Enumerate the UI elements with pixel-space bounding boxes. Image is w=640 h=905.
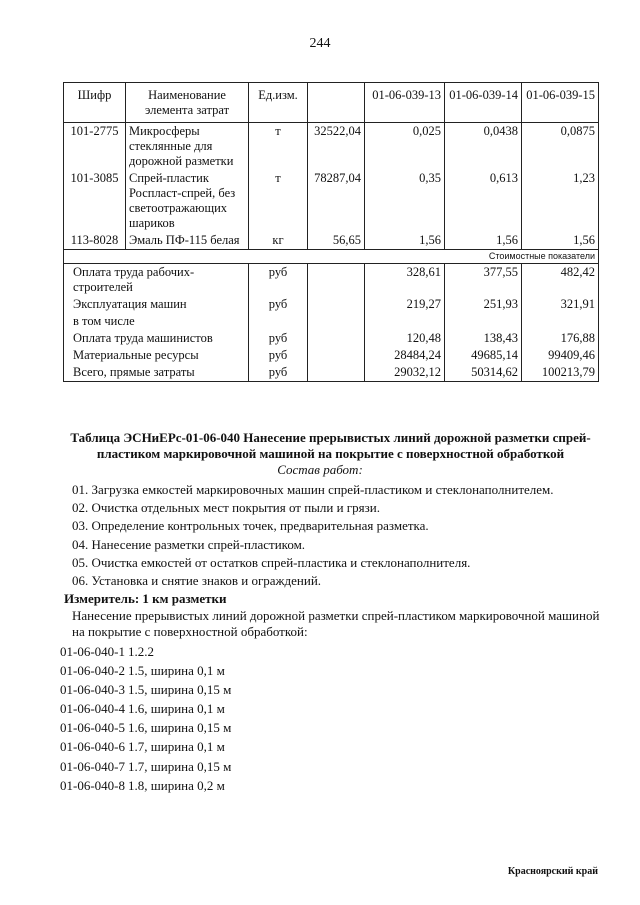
list-item: 02. Очистка отдельных мест покрытия от пыли и грязи. bbox=[72, 500, 380, 516]
resource-code: 101-2775 bbox=[64, 123, 126, 171]
summary-value-14: 49685,14 bbox=[445, 347, 522, 364]
header-code: Шифр bbox=[64, 83, 126, 123]
code: 01-06-040-7 bbox=[60, 758, 125, 774]
code-text: 1.5, ширина 0,1 м bbox=[128, 663, 225, 679]
list-item bbox=[60, 757, 231, 776]
list-item bbox=[60, 776, 231, 795]
header-name: Наименование элемента затрат bbox=[126, 83, 249, 123]
summary-empty bbox=[308, 264, 365, 297]
resource-value-14: 1,56 bbox=[445, 232, 522, 250]
codes-list bbox=[60, 642, 231, 795]
summary-unit: руб bbox=[249, 347, 308, 364]
summary-row bbox=[64, 264, 599, 297]
header-col-15: 01-06-039-15 bbox=[522, 83, 599, 123]
description: Нанесение прерывистых линий дорожной разметки спрей-пластиком маркировочной машиной на покрытие с поверхностной обработкой: bbox=[72, 608, 600, 639]
works-list bbox=[72, 481, 554, 590]
summary-value-13: 29032,12 bbox=[365, 364, 445, 382]
summary-value-13: 120,48 bbox=[365, 330, 445, 347]
resource-unit: кг bbox=[249, 232, 308, 250]
code: 01-06-040-1 bbox=[60, 644, 125, 659]
code: 01-06-040-8 bbox=[60, 777, 125, 793]
summary-value-14: 138,43 bbox=[445, 330, 522, 347]
list-item: 05. Очистка емкостей от остатков спрей-пластика и стеклонаполнителя. bbox=[72, 554, 471, 570]
summary-value-14: 251,93 bbox=[445, 296, 522, 313]
cost-indicators-label: Стоимостные показатели bbox=[64, 250, 599, 264]
summary-empty bbox=[308, 364, 365, 382]
summary-row bbox=[64, 330, 599, 347]
summary-empty bbox=[308, 296, 365, 313]
resource-value-15: 1,56 bbox=[522, 232, 599, 250]
summary-value-15: 482,42 bbox=[522, 264, 599, 297]
code: 01-06-040-3 bbox=[60, 682, 125, 698]
list-item: 06. Установка и снятие знаков и ограждений. bbox=[72, 573, 322, 589]
header-price bbox=[308, 83, 365, 123]
resource-unit: т bbox=[249, 170, 308, 232]
summary-name: Всего, прямые затраты bbox=[64, 364, 249, 382]
code-text: 1.7, ширина 0,15 м bbox=[128, 758, 232, 774]
list-item bbox=[60, 661, 231, 680]
summary-empty bbox=[308, 347, 365, 364]
cost-table bbox=[63, 82, 599, 382]
code: 01-06-040-4 bbox=[60, 701, 125, 717]
summary-value-15: 99409,46 bbox=[522, 347, 599, 364]
summary-value-15: 321,91 bbox=[522, 296, 599, 313]
code-text: 1.5, ширина 0,15 м bbox=[128, 682, 232, 698]
summary-value-13 bbox=[365, 313, 445, 330]
list-item: 01. Загрузка емкостей маркировочных машин спрей-пластиком и стеклонаполнителем. bbox=[72, 482, 554, 497]
meter-label: Измеритель: 1 км разметки bbox=[64, 591, 227, 606]
summary-name: Оплата труда машинистов bbox=[64, 330, 249, 347]
summary-unit bbox=[249, 313, 308, 330]
resource-name: Микросферы стеклянные для дорожной разметки bbox=[126, 123, 249, 171]
list-item bbox=[60, 642, 231, 661]
resource-price: 32522,04 bbox=[308, 123, 365, 171]
list-item bbox=[60, 737, 231, 756]
list-item bbox=[60, 699, 231, 718]
summary-value-15: 100213,79 bbox=[522, 364, 599, 382]
summary-value-13: 328,61 bbox=[365, 264, 445, 297]
summary-name: Оплата труда рабочих-строителей bbox=[64, 264, 249, 297]
header-col-13: 01-06-039-13 bbox=[365, 83, 445, 123]
code: 01-06-040-2 bbox=[60, 663, 125, 679]
summary-row bbox=[64, 313, 599, 330]
table-row bbox=[64, 170, 599, 232]
list-item bbox=[60, 718, 231, 737]
summary-value-15 bbox=[522, 313, 599, 330]
summary-value-14: 50314,62 bbox=[445, 364, 522, 382]
table-row bbox=[64, 232, 599, 250]
resource-name: Эмаль ПФ-115 белая bbox=[126, 232, 249, 250]
resource-value-15: 1,23 bbox=[522, 170, 599, 232]
resource-code: 113-8028 bbox=[64, 232, 126, 250]
summary-unit: руб bbox=[249, 330, 308, 347]
summary-value-14 bbox=[445, 313, 522, 330]
summary-empty bbox=[308, 313, 365, 330]
summary-row bbox=[64, 364, 599, 382]
table-header-row bbox=[64, 83, 599, 123]
summary-name: в том числе bbox=[64, 313, 249, 330]
resource-price: 56,65 bbox=[308, 232, 365, 250]
summary-empty bbox=[308, 330, 365, 347]
code: 01-06-040-6 bbox=[60, 739, 125, 755]
code-text: 1.2.2 bbox=[128, 644, 154, 659]
summary-value-14: 377,55 bbox=[445, 264, 522, 297]
list-item: 03. Определение контрольных точек, предварительная разметка. bbox=[72, 518, 429, 534]
resource-value-13: 1,56 bbox=[365, 232, 445, 250]
summary-unit: руб bbox=[249, 364, 308, 382]
header-col-14: 01-06-039-14 bbox=[445, 83, 522, 123]
footer-region: Красноярский край bbox=[507, 866, 598, 877]
header-unit: Ед.изм. bbox=[249, 83, 308, 123]
resource-code: 101-3085 bbox=[64, 170, 126, 232]
code: 01-06-040-5 bbox=[60, 720, 125, 736]
page-number: 244 bbox=[309, 36, 331, 51]
summary-value-13: 219,27 bbox=[365, 296, 445, 313]
summary-unit: руб bbox=[249, 296, 308, 313]
list-item bbox=[60, 680, 231, 699]
summary-unit: руб bbox=[249, 264, 308, 297]
summary-value-13: 28484,24 bbox=[365, 347, 445, 364]
resource-value-14: 0,613 bbox=[445, 170, 522, 232]
resource-value-15: 0,0875 bbox=[522, 123, 599, 171]
code-text: 1.6, ширина 0,1 м bbox=[128, 701, 225, 717]
code-text: 1.8, ширина 0,2 м bbox=[128, 777, 225, 793]
resource-value-13: 0,025 bbox=[365, 123, 445, 171]
resource-unit: т bbox=[249, 123, 308, 171]
summary-name: Материальные ресурсы bbox=[64, 347, 249, 364]
resource-value-14: 0,0438 bbox=[445, 123, 522, 171]
resource-name: Спрей-пластик Роспласт-спрей, без светоотражающих шариков bbox=[126, 170, 249, 232]
list-item: 04. Нанесение разметки спрей-пластиком. bbox=[72, 536, 306, 552]
summary-value-15: 176,88 bbox=[522, 330, 599, 347]
summary-name: Эксплуатация машин bbox=[64, 296, 249, 313]
summary-row bbox=[64, 296, 599, 313]
works-title: Состав работ: bbox=[277, 462, 363, 477]
summary-row bbox=[64, 347, 599, 364]
table-row bbox=[64, 123, 599, 171]
resource-value-13: 0,35 bbox=[365, 170, 445, 232]
code-text: 1.6, ширина 0,15 м bbox=[128, 720, 232, 736]
code-text: 1.7, ширина 0,1 м bbox=[128, 739, 225, 755]
cost-indicators-row bbox=[64, 250, 599, 264]
resource-price: 78287,04 bbox=[308, 170, 365, 232]
section-title: Таблица ЭСНиЕРс-01-06-040 Нанесение прерывистых линий дорожной разметки спрей-пластиком маркировочной машиной на покрытие с поверхностной обработкой bbox=[70, 430, 591, 461]
